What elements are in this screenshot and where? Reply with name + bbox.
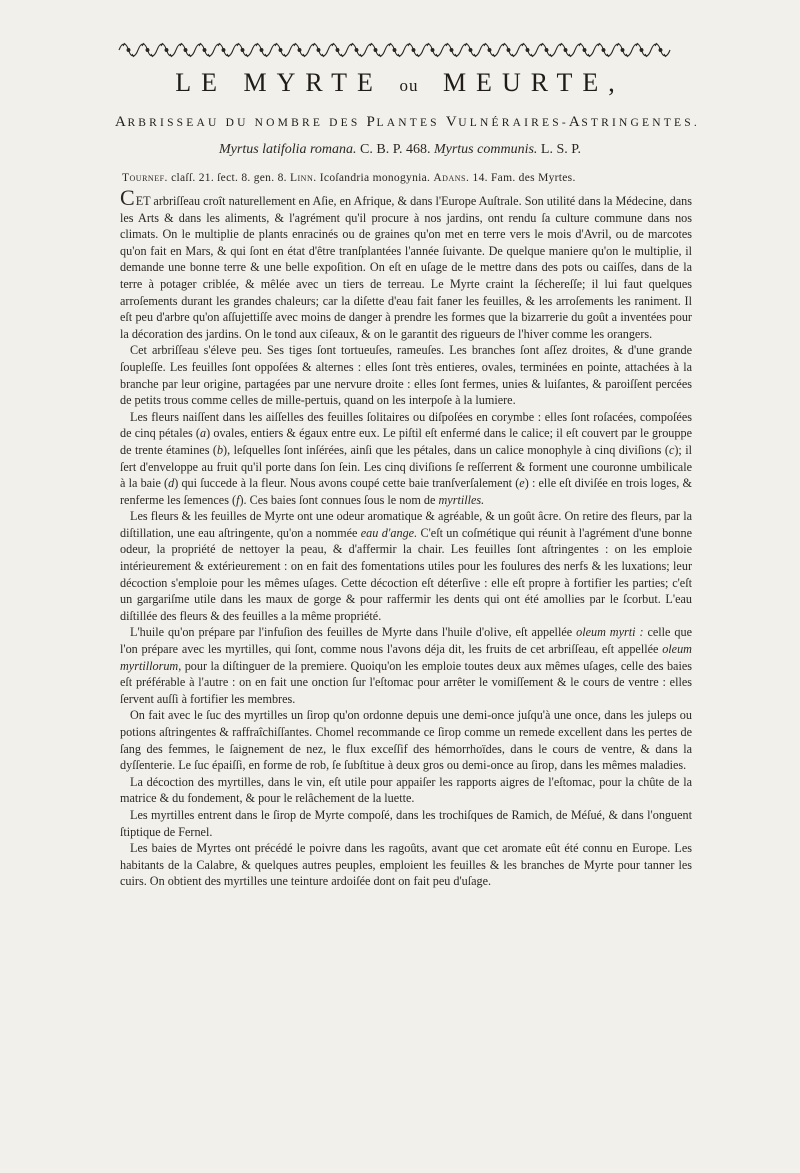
ornament-dot xyxy=(222,49,225,52)
author-linn: Linn. xyxy=(289,172,317,184)
header-ornament-band xyxy=(117,40,685,60)
linn-ref: Icoſandria monogynia. xyxy=(316,172,434,184)
p3-ref-d: d xyxy=(168,476,175,491)
ornament-dot xyxy=(374,49,377,52)
ornament-dot xyxy=(564,49,567,52)
p4-text-a: Les fleurs & les feuilles de Myrte ont une odeur aromatique & agréable, & un goût âcre. On retire des fleurs, par la diſtillation, une eau aſtringente, qu'on a nommée xyxy=(120,509,692,540)
paragraph-9: Les baies de Myrtes ont précédé le poivre dans les ragoûts, avant que cet aromate eût été connu en Europe. Les habitants de la Calabre, & quelques autres peuples, emploient les feuilles & les branches de Myrte pour tanner les cuirs. On obtient des myrtilles une teinture ardoiſée dont on fait peu d'uſage. xyxy=(120,841,692,889)
p3-ref-b: b xyxy=(216,442,224,457)
p3-text-g: ). Ces baies ſont connues ſous le nom de xyxy=(239,492,439,507)
title-left: LE MYRTE xyxy=(175,68,383,97)
p3-text-d: ); il ſert d'enveloppe au fruit qu'il porte dans ſon ſein. Les cinq diviſions ſe reſſerrent & forment une couronne umbilicale à la baie ( xyxy=(120,442,693,491)
subtitle-cap-s: A xyxy=(568,114,582,130)
p3-text-e: ) qui ſuccede à la fleur. Nous avons coupé cette baie tranſverſalement ( xyxy=(174,476,520,491)
p3-ref-e: e xyxy=(519,476,525,491)
synonymy-line xyxy=(122,172,702,184)
ornament-dot xyxy=(393,49,396,52)
paragraph-2: Cet arbriſſeau s'éleve peu. Ses tiges ſont tortueuſes, rameuſes. Les branches ſont aſſez droites, & d'une grande ſoupleſſe. Les feuilles ſont oppoſées & alternes : elles ſont très entieres, ovales, terminées en pointe, attachées à la branche par leur origine, partagées par une nervure droite : elles ſont fermes, unies & luiſantes, & paroiſſent percées de petits trous comme celles de mille-pertuis, quand on les interpoſe à la lumiere. xyxy=(120,343,692,408)
subtitle-text-a: RBRISSEAU DU NOMBRE DES xyxy=(127,117,367,129)
ornament-dot xyxy=(165,49,168,52)
p3-text-b: ) ovales, entiers & égaux entre eux. Le piſtil eſt enfermé dans le calice; il eſt couvert par le grouppe de trente étamines ( xyxy=(120,426,692,457)
p3-text-a: Les fleurs naiſſent dans les aiſſelles des feuilles ſolitaires ou diſpoſées en corymbe : elles ſont roſacées, compoſées de cinq pétales ( xyxy=(120,409,692,441)
latin-ref-1: C. B. P. 468. xyxy=(356,142,434,157)
paragraph-5 xyxy=(120,624,692,707)
paragraph-3 xyxy=(120,409,692,509)
title-ou: ou xyxy=(399,76,419,95)
adans-ref: 14. Fam. des Myrtes. xyxy=(469,172,576,184)
ornament-dot xyxy=(526,49,529,52)
p5-oleum-myrtillorum: oleum myrtillorum xyxy=(120,642,692,673)
paragraph-4 xyxy=(120,508,692,624)
ornament-dot xyxy=(203,49,206,52)
title-right: MEURTE, xyxy=(442,68,625,97)
ornament-dot xyxy=(583,49,586,52)
ornament-dot xyxy=(431,49,434,52)
body-text xyxy=(120,185,693,890)
subtitle-cap-p: P xyxy=(366,114,377,130)
ornament-dot xyxy=(146,49,149,52)
subtitle-text-v: ULNÉRAIRES- xyxy=(458,117,569,129)
subtitle-cap-v: V xyxy=(445,114,459,130)
ornament-dot xyxy=(184,49,187,52)
p5-text-c: , pour la diſtinguer de la premiere. Quoiqu'on les emploie toutes deux aux mêmes uſages, celle des baies eſt préférable à l'autre : on en fait une onction ſur l'eſtomac pour arrêter le vomiſſement & le cours de ventre : elles ſervent auſſi à fortifier les membres. xyxy=(120,658,692,706)
page-subtitle xyxy=(115,114,715,131)
latin-ref-2: L. S. P. xyxy=(537,142,581,157)
ornament-dot xyxy=(488,49,491,52)
ornament-dot xyxy=(127,49,130,52)
p3-text-f: ) : elle eſt diviſée en trois loges, & renferme les ſemences ( xyxy=(120,476,692,507)
ornament-dot xyxy=(545,49,548,52)
ornament-dot xyxy=(260,49,263,52)
p4-eau-dange: eau d'ange. xyxy=(360,525,418,540)
ornament-dot xyxy=(241,49,244,52)
p3-text-c: ), leſquelles ſont inſérées, ainſi que les pétales, dans un calice monophyle à cinq diviſions ( xyxy=(223,442,669,457)
tournef-ref: claſſ. 21. ſect. 8. gen. 8. xyxy=(167,172,290,184)
latin-name-2: Myrtus communis. xyxy=(433,142,538,157)
subtitle-text-s: STRINGENTES. xyxy=(581,117,700,129)
page-title xyxy=(0,68,800,98)
ornament-dot xyxy=(602,49,605,52)
ornament-dot xyxy=(279,49,282,52)
ornament-dot xyxy=(336,49,339,52)
latin-names xyxy=(0,142,800,158)
ornament-dot xyxy=(450,49,453,52)
ornament-dot xyxy=(507,49,510,52)
p3-myrtilles: myrtilles. xyxy=(438,492,485,507)
latin-name-1: Myrtus latifolia romana. xyxy=(219,142,357,157)
p3-ref-c: c xyxy=(668,442,675,457)
ornament-dot xyxy=(640,49,643,52)
paragraph-1 xyxy=(120,185,692,342)
paragraph-6: On fait avec le ſuc des myrtilles un ſirop qu'on ordonne depuis une demi-once juſqu'à une once, dans les juleps ou potions aſtringentes & raffraîchiſſantes. Chomel recommande ce ſirop comme un remede excellent dans les pertes de ſang des femmes, le ſaignement de nez, le flux exceſſif des hémorrhoïdes, dans le cours de ventre, & dans la dyſſenterie. Le ſuc épaiſſi, en forme de rob, ſe ſubſtitue à deux gros ou demi-once au ſirop, dans les mêmes maladies. xyxy=(120,708,692,773)
paragraph-8: Les myrtilles entrent dans le ſirop de Myrte compoſé, dans les trochiſques de Ramich, de Méſué, & dans l'onguent ſtiptique de Fernel. xyxy=(120,807,692,839)
author-adans: Adans. xyxy=(433,172,470,184)
ornament-dot xyxy=(659,49,662,52)
p5-oleum-myrti: oleum myrti : xyxy=(576,625,644,640)
ornament-dot xyxy=(317,49,320,52)
p5-text-a: L'huile qu'on prépare par l'infuſion des feuilles de Myrte dans l'huile d'olive, eſt appellée xyxy=(130,625,577,640)
ornament-dot xyxy=(621,49,624,52)
paragraph-1-text: ET arbriſſeau croît naturellement en Aſie, en Afrique, & dans l'Europe Auſtrale. Son utilité dans la Médecine, dans les Arts & dans les aliments, & l'agrément qu'il procure à nos jardins, ont rendu ſa culture commune dans nos climats. On le multiplie de plants enracinés ou de graines qu'on met en terre vers le mois d'Avril, ou de marcotes qu'on fait en Mars, & qui ſont en état d'être tranſplantées l'année ſuivante. De quelque maniere qu'on le multiplie, il demande une bonne terre & une belle expoſition. On eſt en uſage de le mettre dans des pots ou caiſſes, dans de la terre à potager criblée, & mêlée avec un tiers de terreau. Le Myrte craint la ſéchereſſe; il lui faut quelques arroſements durant les grandes chaleurs; car la diſette d'eau fait faner les feuilles, & les arroſements les raniment. Il eſt peu d'arbre qu'on aſſujettiſſe avec moins de danger à prendre les formes que la bizarrerie du goût a inventées pour la décoration des jardins. On le tond aux ciſeaux, & on le garantit des rigueurs de l'hiver comme les orangers. xyxy=(120,194,692,341)
p5-text-b: celle que l'on prépare avec les myrtilles, qui ſont, comme nous l'avons déja dit, les fruits de cet arbriſſeau, eſt appellée xyxy=(120,625,692,657)
drop-cap: C xyxy=(120,185,135,210)
ornament-dot xyxy=(412,49,415,52)
paragraph-7: La décoction des myrtilles, dans le vin, eſt utile pour appaiſer les rapports aigres de l'eſtomac, pour la chûte de la matrice & du fondement, & pour le relâchement de la luette. xyxy=(120,774,692,806)
ornament-dot xyxy=(355,49,358,52)
p3-ref-f: f xyxy=(236,492,240,507)
subtitle-text-p: LANTES xyxy=(376,117,446,129)
p4-text-b: C'eſt un coſmétique qui réunit à l'agrément d'une bonne odeur, la propriété de nettoyer la peau, & d'affermir la chair. Les feuilles ſont aſtringentes : on les emploie intérieurement & extérieurement : on en fait des fomentations utiles pour les foulures des nerfs & les luxations; leur décoction s'emploie pour les mêmes uſages. Cette décoction eſt déterſive : elle eſt propre à fortifier les parties; c'eſt un gargariſme utile dans les maux de gorge & pour raffermir les dents qui ont été amollies par le ſcorbut. L'eau diſtillée des fleurs & des feuilles a la même propriété. xyxy=(120,525,692,623)
subtitle-cap-a: A xyxy=(115,114,128,130)
p3-ref-a: a xyxy=(200,426,207,441)
author-tournef: Tournef. xyxy=(122,172,168,184)
ornament-dot xyxy=(298,49,301,52)
ornament-dot xyxy=(469,49,472,52)
